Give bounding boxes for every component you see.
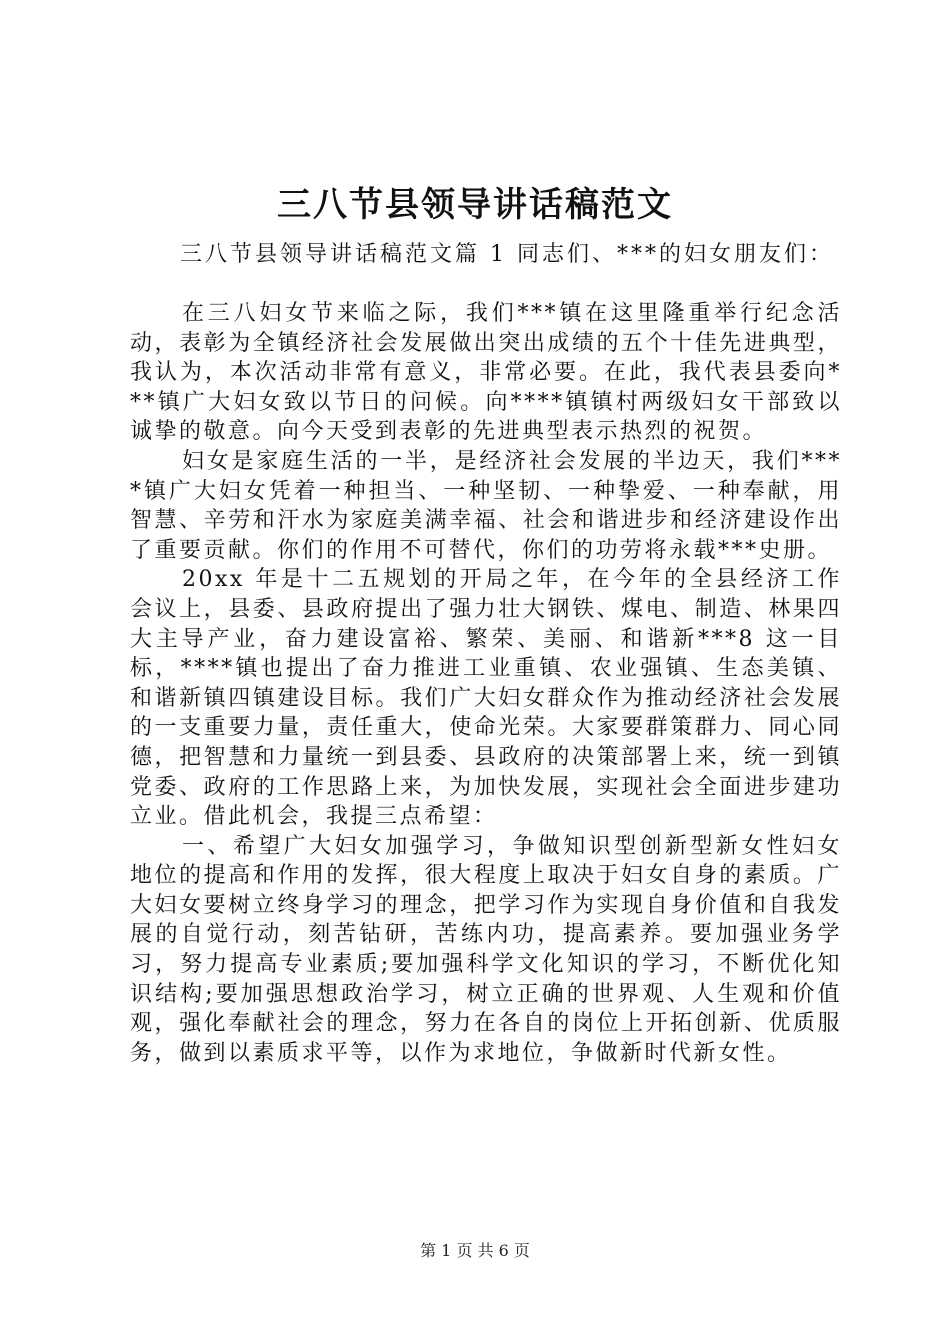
paragraph-2: 妇女是家庭生活的一半，是经济社会发展的半边天，我们****镇广大妇女凭着一种担当、一种坚韧、一种挚爱、一种奉献，用智慧、辛劳和汗水为家庭美满幸福、社会和谐进步和经济建设作出了重要贡献。你们的作用不可替代，你们的功劳将永载***史册。 [130,448,842,563]
paragraph-3: 20xx 年是十二五规划的开局之年，在今年的全县经济工作会议上，县委、县政府提出了强力壮大钢铁、煤电、制造、林果四大主导产业，奋力建设富裕、繁荣、美丽、和谐新***8 这一目标，****镇也提出了奋力推进工业重镇、农业强镇、生态美镇、和谐新镇四镇建设目标。我们广大妇女群众作为推动经济社会发展的一支重要力量，责任重大，使命光荣。大家要群策群力、同心同德，把智慧和力量统一到县委、县政府的决策部署上来，统一到镇党委、政府的工作思路上来，为加快发展，实现社会全面进步建功立业。借此机会，我提三点希望： [130,567,842,830]
document-body [130,299,842,1068]
paragraph-1: 在三八妇女节来临之际，我们***镇在这里隆重举行纪念活动，表彰为全镇经济社会发展做出突出成绩的五个十佳先进典型，我认为，本次活动非常有意义，非常必要。在此，我代表县委向***镇广大妇女致以节日的问候。向****镇镇村两级妇女干部致以诚挚的敬意。向今天受到表彰的先进典型表示热烈的祝贺。 [130,301,842,445]
document-title: 三八节县领导讲话稿范文 [277,185,673,225]
page-footer: 第 1 页 共 6 页 [420,1241,530,1260]
document-subtitle: 三八节县领导讲话稿范文篇 1 同志们、***的妇女朋友们： [180,242,834,267]
paragraph-4: 一、希望广大妇女加强学习，争做知识型创新型新女性妇女地位的提高和作用的发挥，很大程度上取决于妇女自身的素质。广大妇女要树立终身学习的理念，把学习作为实现自身价值和自我发展的自觉行动，刻苦钻研，苦练内功，提高素养。要加强业务学习，努力提高专业素质;要加强科学文化知识的学习，不断优化知识结构;要加强思想政治学习，树立正确的世界观、人生观和价值观，强化奉献社会的理念，努力在各自的岗位上开拓创新、优质服务，做到以素质求平等，以作为求地位，争做新时代新女性。 [130,833,842,1066]
